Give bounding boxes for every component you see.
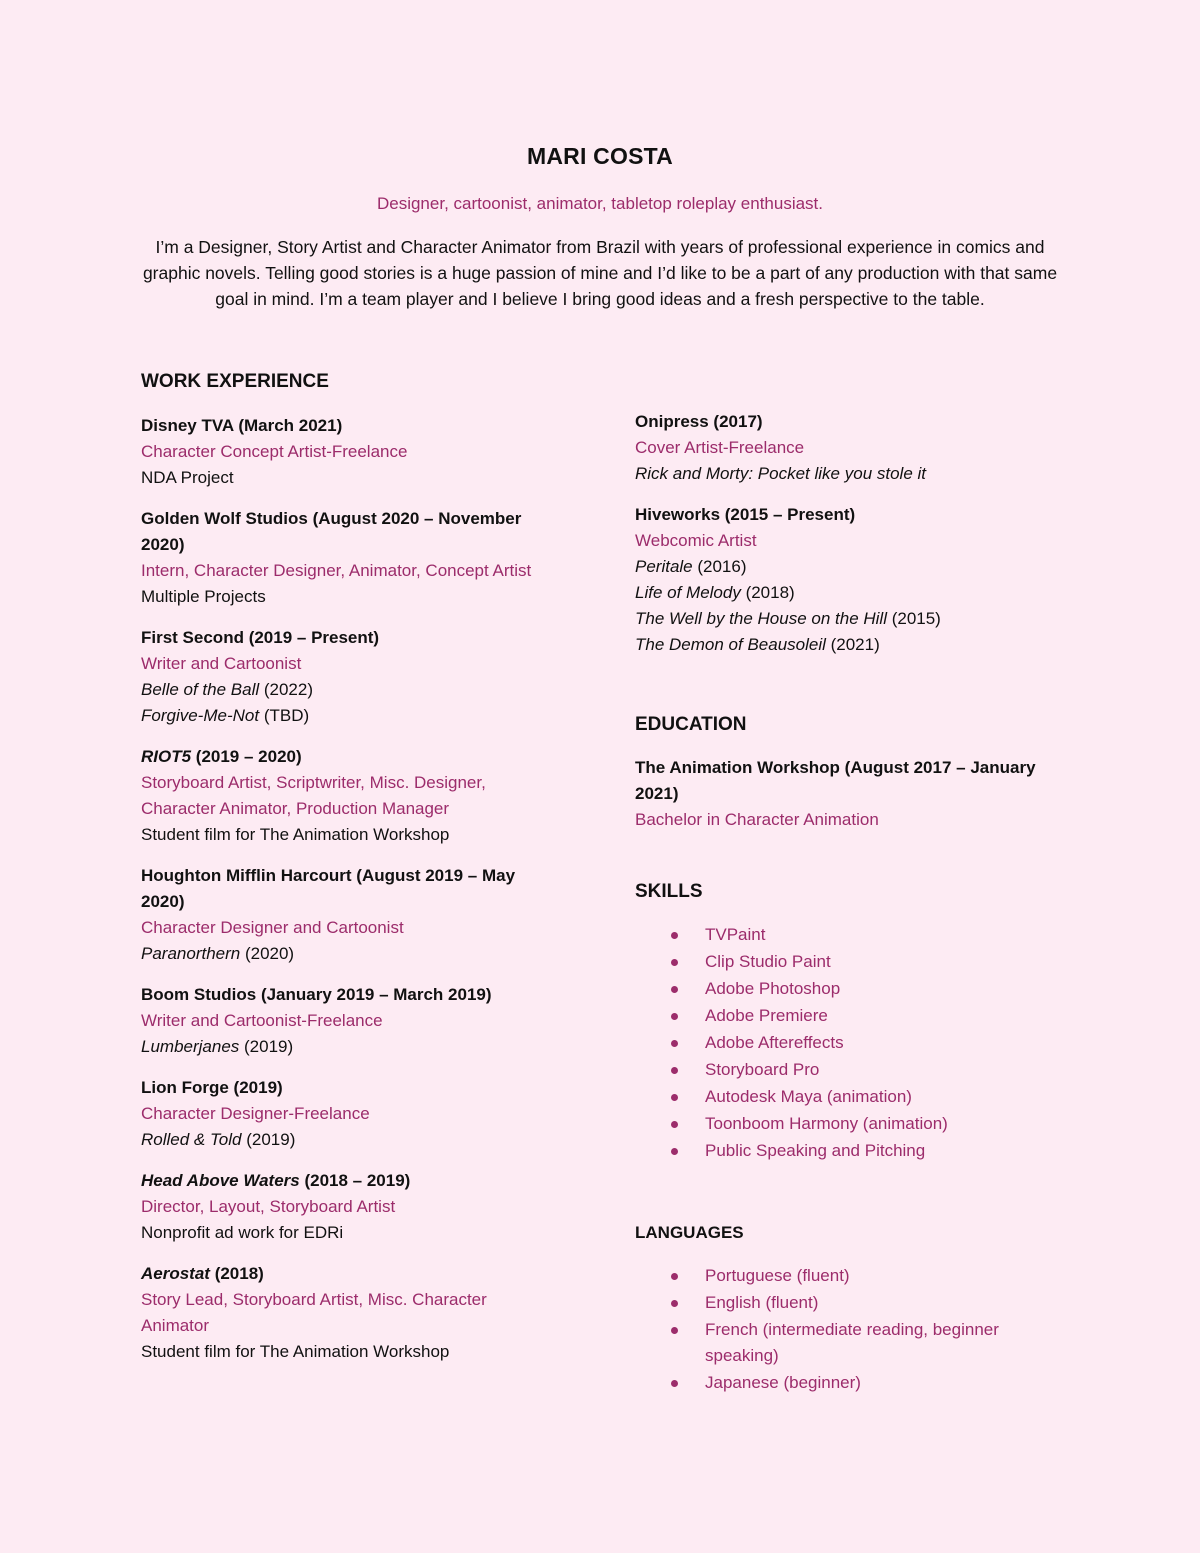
skill-label: Autodesk Maya (animation) (705, 1087, 912, 1106)
skill-label: Adobe Photoshop (705, 979, 841, 998)
work-year: (2021) (825, 635, 880, 654)
skill-item (635, 922, 1075, 948)
work-experience-heading: WORK EXPERIENCE (141, 371, 329, 392)
org-name: Head Above Waters (141, 1171, 300, 1190)
work-year: (2016) (692, 557, 747, 576)
skill-label: Adobe Aftereffects (705, 1033, 844, 1052)
job-org (141, 982, 581, 1008)
work-title-name: Belle of the Ball (141, 680, 260, 699)
work-title-name: The Demon of Beausoleil (635, 635, 826, 654)
bullet-icon (671, 1013, 678, 1020)
work-year: (TBD) (259, 706, 310, 725)
education-heading: EDUCATION (635, 714, 747, 735)
job-org (141, 506, 541, 558)
work-title-name: The Well by the House on the Hill (635, 609, 887, 628)
org-dates: (March 2021) (233, 416, 343, 435)
job-org (141, 744, 581, 770)
bullet-icon (671, 1300, 678, 1307)
skill-label: TVPaint (705, 925, 766, 944)
work-title-name: Rolled & Told (141, 1130, 242, 1149)
job-entry (141, 863, 581, 967)
org-dates: (2019) (228, 1078, 283, 1097)
work-title: Rick and Morty: Pocket like you stole it (635, 464, 927, 483)
language-label: French (intermediate reading, beginner speaking) (705, 1320, 999, 1365)
work-title (635, 554, 1075, 580)
job-role: Writer and Cartoonist-Freelance (141, 1011, 383, 1030)
job-org (141, 1168, 581, 1194)
language-label: English (fluent) (705, 1293, 819, 1312)
language-item (635, 1317, 1045, 1369)
work-year: (2018) (740, 583, 795, 602)
work-year: (2019) (241, 1130, 296, 1149)
work-title (635, 606, 1075, 632)
skill-label: Storyboard Pro (705, 1060, 820, 1079)
skill-label: Adobe Premiere (705, 1006, 828, 1025)
job-org (635, 502, 1075, 528)
education-entry (635, 755, 1075, 833)
org-name: Disney TVA (141, 416, 234, 435)
languages-list (635, 1263, 1075, 1396)
work-title-name: Peritale (635, 557, 693, 576)
language-item (635, 1290, 1075, 1316)
skill-item (635, 976, 1075, 1002)
job-entry (141, 1075, 581, 1153)
org-dates: (January 2019 – March 2019) (256, 985, 492, 1004)
job-org (141, 1075, 581, 1101)
work-year: (2020) (240, 944, 295, 963)
job-role: Character Designer-Freelance (141, 1104, 370, 1123)
skill-item (635, 1030, 1075, 1056)
left-column (141, 369, 581, 1380)
resume-name: MARI COSTA (527, 143, 673, 169)
bullet-icon (671, 1380, 678, 1387)
job-project: Student film for The Animation Workshop (141, 825, 450, 844)
job-project: NDA Project (141, 468, 234, 487)
tagline: Designer, cartoonist, animator, tabletop roleplay enthusiast. (376, 194, 824, 213)
work-title-name: Paranorthern (141, 944, 241, 963)
bullet-icon (671, 1067, 678, 1074)
bullet-icon (671, 1094, 678, 1101)
work-title (141, 703, 581, 729)
work-title (635, 632, 1075, 658)
bullet-icon (671, 1148, 678, 1155)
skill-item (635, 949, 1075, 975)
job-role: Director, Layout, Storyboard Artist (141, 1197, 396, 1216)
work-title-name: Forgive-Me-Not (141, 706, 260, 725)
org-name: Houghton Mifflin Harcourt (141, 866, 352, 885)
job-project: Student film for The Animation Workshop (141, 1342, 450, 1361)
job-entry (141, 1168, 581, 1246)
language-item (635, 1370, 1075, 1396)
intro-paragraph: I’m a Designer, Story Artist and Character Animator from Brazil with years of professional experience in comics and graphic novels. Telling good stories is a huge passion of mine and I’d like to be a part of any production with that same goal in mind. I’m a team player and I believe I bring good ideas and a fresh perspective to the table. (142, 237, 1058, 309)
bullet-icon (671, 1327, 678, 1334)
work-title (141, 677, 581, 703)
bullet-icon (671, 1273, 678, 1280)
job-role: Cover Artist-Freelance (635, 438, 805, 457)
job-org (635, 409, 1075, 435)
education-degree: Bachelor in Character Animation (635, 810, 879, 829)
org-name: Onipress (635, 412, 709, 431)
job-entry (635, 502, 1075, 658)
work-year: (2015) (886, 609, 941, 628)
job-entry (141, 1261, 581, 1365)
org-name: Golden Wolf Studios (141, 509, 308, 528)
right-column (635, 409, 1075, 1397)
org-dates: (2019 – Present) (243, 628, 380, 647)
skill-item (635, 1084, 1075, 1110)
org-dates: (2017) (708, 412, 763, 431)
job-entry (635, 409, 1075, 487)
org-name: Boom Studios (141, 985, 257, 1004)
language-item (635, 1263, 1075, 1289)
education-school: The Animation Workshop (August 2017 – January 2021) (635, 758, 1036, 803)
bullet-icon (671, 959, 678, 966)
job-role: Character Designer and Cartoonist (141, 918, 404, 937)
job-org (141, 413, 581, 439)
work-title (141, 1034, 581, 1060)
org-dates: (August 2019 – May 2020) (141, 866, 516, 911)
org-name: Hiveworks (635, 505, 721, 524)
language-label: Portuguese (fluent) (705, 1266, 850, 1285)
job-entry (141, 413, 581, 491)
job-role: Story Lead, Storyboard Artist, Misc. Character Animator (141, 1290, 487, 1335)
job-role: Character Concept Artist-Freelance (141, 442, 408, 461)
job-org (141, 1261, 581, 1287)
org-dates: (2019 – 2020) (191, 747, 302, 766)
languages-heading: LANGUAGES (635, 1223, 744, 1242)
org-dates: (2018 – 2019) (299, 1171, 411, 1190)
org-name: Aerostat (141, 1264, 210, 1283)
org-name: RIOT5 (141, 747, 192, 766)
org-dates: (2018) (209, 1264, 264, 1283)
org-name: First Second (141, 628, 244, 647)
org-name: Lion Forge (141, 1078, 229, 1097)
job-org (141, 625, 581, 651)
job-role: Intern, Character Designer, Animator, Concept Artist (141, 561, 532, 580)
skill-item (635, 1003, 1075, 1029)
work-title-name: Life of Melody (635, 583, 741, 602)
org-dates: (August 2020 – November 2020) (141, 509, 522, 554)
job-entry (141, 625, 581, 729)
language-label: Japanese (beginner) (705, 1373, 861, 1392)
work-year: (2022) (259, 680, 314, 699)
job-project: Multiple Projects (141, 587, 266, 606)
skill-label: Public Speaking and Pitching (705, 1141, 926, 1160)
skill-label: Clip Studio Paint (705, 952, 831, 971)
work-title (635, 580, 1075, 606)
job-entry (141, 982, 581, 1060)
work-title (141, 941, 581, 967)
skill-item (635, 1111, 1075, 1137)
bullet-icon (671, 1040, 678, 1047)
skill-item (635, 1138, 1075, 1164)
skills-heading: SKILLS (635, 881, 703, 902)
job-entry (141, 506, 581, 610)
skill-item (635, 1057, 1075, 1083)
work-title-name: Lumberjanes (141, 1037, 240, 1056)
job-role: Webcomic Artist (635, 531, 757, 550)
skill-label: Toonboom Harmony (animation) (705, 1114, 948, 1133)
bullet-icon (671, 932, 678, 939)
job-project: Nonprofit ad work for EDRi (141, 1223, 344, 1242)
work-year: (2019) (239, 1037, 294, 1056)
skills-list (635, 922, 1075, 1164)
bullet-icon (671, 1121, 678, 1128)
job-entry (141, 744, 581, 848)
org-dates: (2015 – Present) (720, 505, 856, 524)
work-title (141, 1127, 581, 1153)
job-role: Storyboard Artist, Scriptwriter, Misc. Designer, Character Animator, Production Manager (141, 773, 486, 818)
job-org (141, 863, 541, 915)
job-role: Writer and Cartoonist (141, 654, 302, 673)
bullet-icon (671, 986, 678, 993)
